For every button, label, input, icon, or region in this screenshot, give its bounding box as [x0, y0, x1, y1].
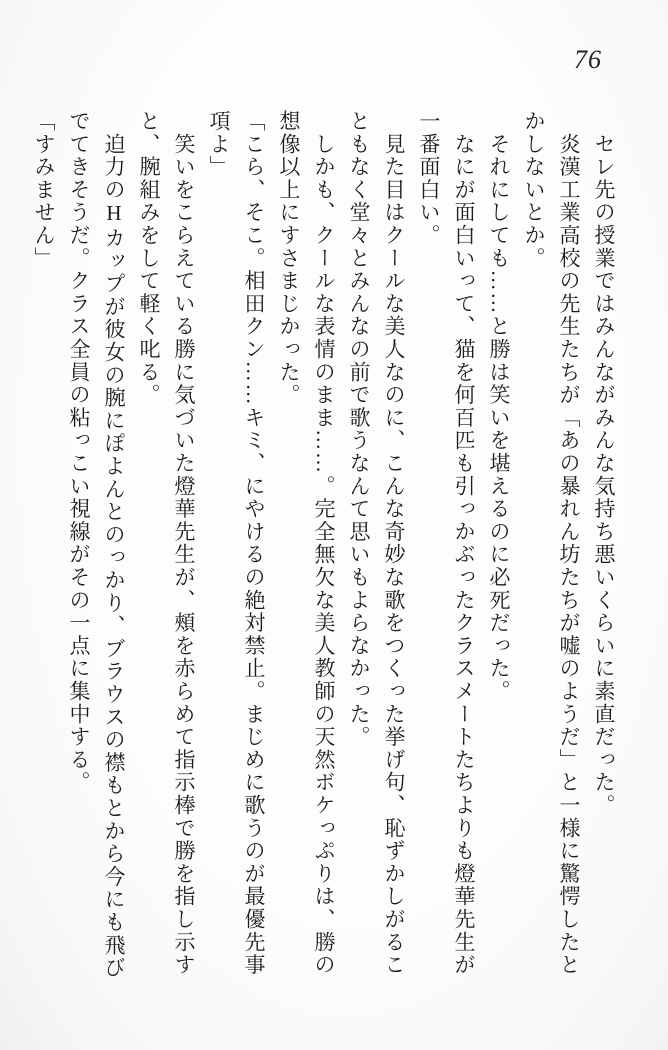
- text-line: 「こら、そこ。相田クン……キミ、にやけるの絶対禁止。まじめに歌うのが最優先事: [242, 110, 266, 977]
- text-line: 一番面白い。: [417, 110, 441, 247]
- text-line: セレ先の授業ではみんながみんな気持ち悪いくらいに素直だった。: [592, 110, 616, 817]
- page-number: 76: [574, 45, 602, 74]
- text-line: かしないとか。: [522, 110, 546, 270]
- text-line: でてきそうだ。クラス全員の粘っこい視線がその一点に集中する。: [67, 110, 91, 794]
- text-line: と、腕組みをして軽く叱る。: [137, 110, 161, 407]
- upright-latin: H: [102, 201, 126, 228]
- text-line: 「すみません」: [32, 110, 56, 270]
- text-line: 炎漢工業高校の先生たちが「あの暴れん坊たちが嘘のようだ」と一様に驚愕したと: [557, 110, 581, 977]
- page-text-block: [25, 110, 621, 982]
- text-line: なにが面白いって、猫を何百匹も引っかぶったクラスメートたちよりも燈華先生が: [452, 110, 476, 977]
- text-line: それにしても……と勝は笑いを堪えるのに必死だった。: [487, 110, 511, 703]
- text-line: しかも、クールな表情のまま……。完全無欠な美人教師の天然ボケっぷりは、勝の: [312, 110, 336, 977]
- text-line: 笑いをこらえている勝に気づいた燈華先生が、頰を赤らめて指示棒で勝を指し示す: [172, 110, 196, 977]
- text-line: 想像以上にすさまじかった。: [277, 110, 301, 407]
- text-line: 見た目はクールな美人なのに、こんな奇妙な歌をつくった挙げ句、恥ずかしがるこ: [382, 110, 406, 977]
- text-line: 迫力のHカップが彼女の腕にぽよんとのっかり、ブラウスの襟もとから今にも飛び: [102, 110, 126, 980]
- text-line: ともなく堂々とみんなの前で歌うなんて思いもよらなかった。: [347, 110, 371, 749]
- text-line: 項よ」: [207, 110, 231, 179]
